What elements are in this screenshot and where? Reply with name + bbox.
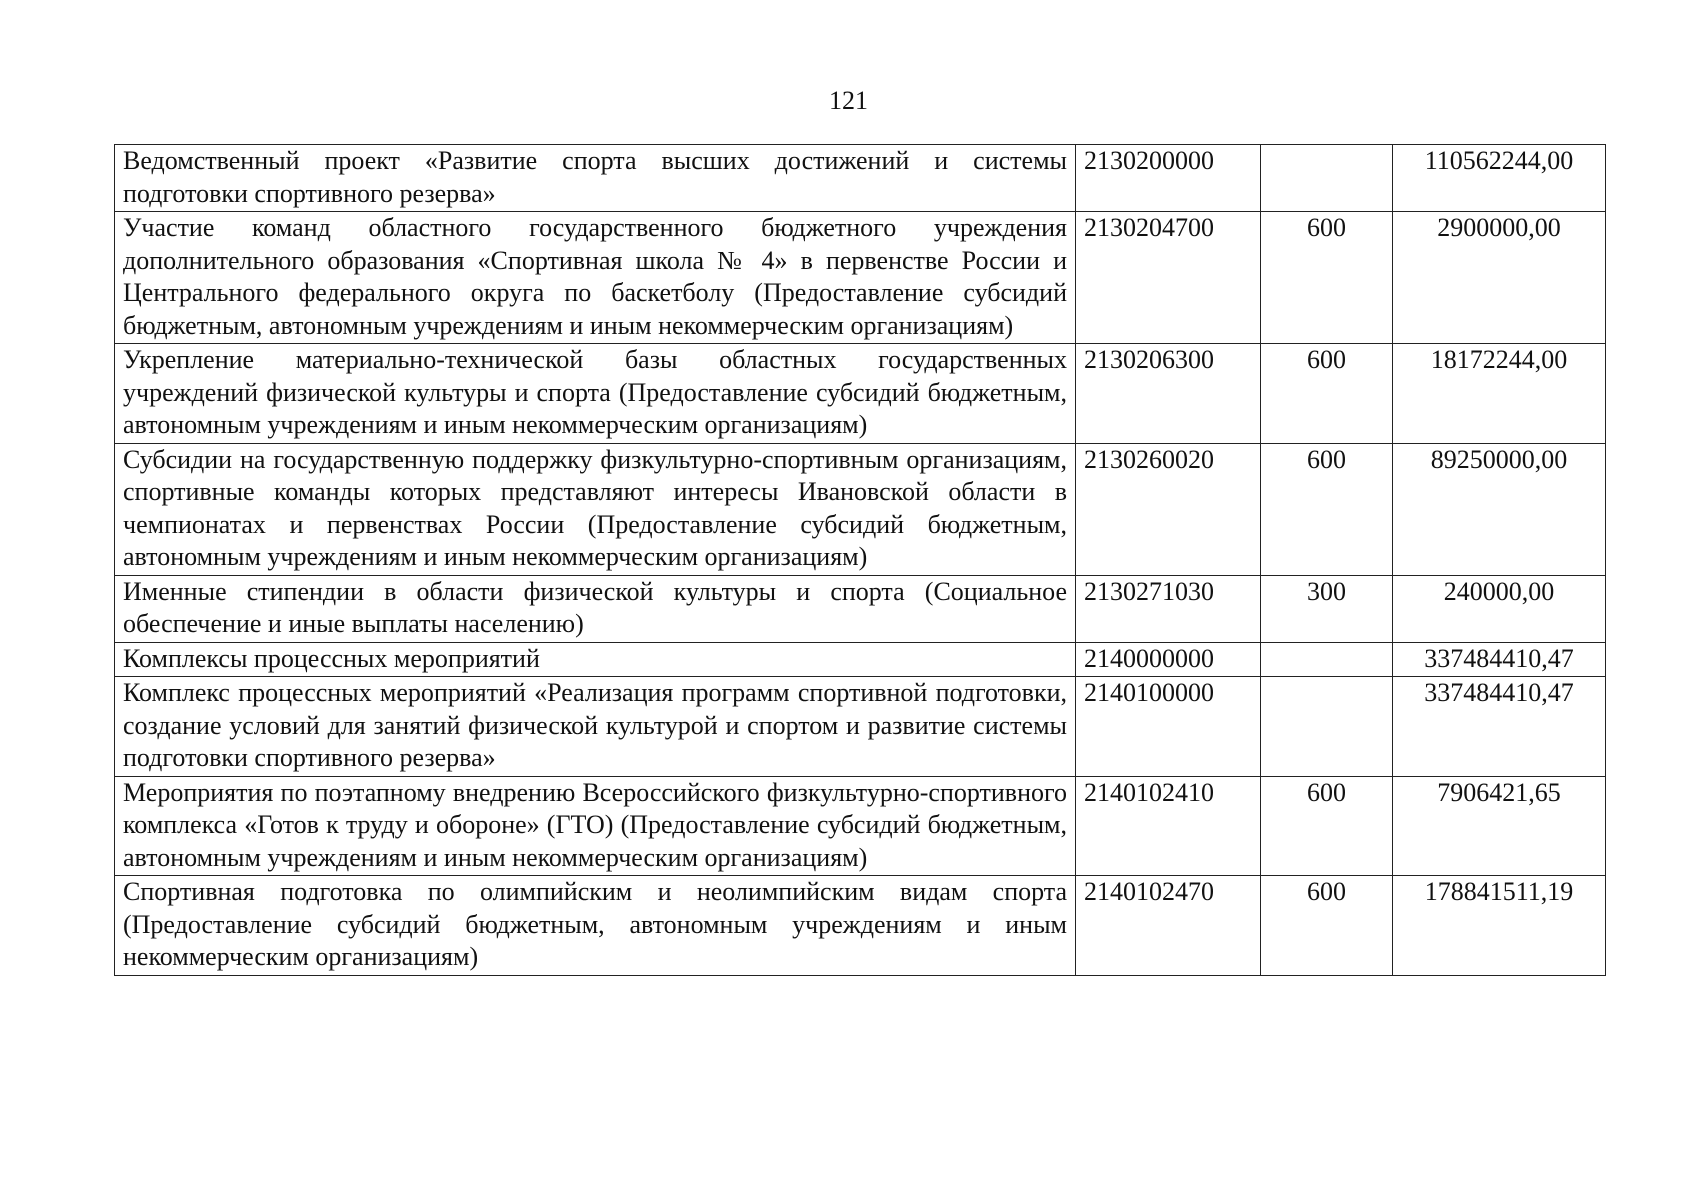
table-row bbox=[115, 575, 1606, 642]
row-description: Комплекс процессных мероприятий «Реализация программ спортивной подготовки, создание условий для занятий физической культурой и спортом и развитие системы подготовки спортивного резерва» bbox=[115, 677, 1076, 777]
table-row bbox=[115, 443, 1606, 575]
row-code: 2140000000 bbox=[1076, 642, 1261, 677]
row-amount: 89250000,00 bbox=[1393, 443, 1606, 575]
row-expense-type: 600 bbox=[1261, 443, 1393, 575]
row-code: 2130200000 bbox=[1076, 145, 1261, 212]
table-row bbox=[115, 677, 1606, 777]
row-code: 2140102470 bbox=[1076, 876, 1261, 976]
row-code: 2140102410 bbox=[1076, 776, 1261, 876]
row-description: Комплексы процессных мероприятий bbox=[115, 642, 1076, 677]
row-amount: 337484410,47 bbox=[1393, 677, 1606, 777]
row-code: 2130204700 bbox=[1076, 212, 1261, 344]
row-expense-type bbox=[1261, 677, 1393, 777]
row-expense-type: 300 bbox=[1261, 575, 1393, 642]
row-description: Укрепление материально-технической базы областных государственных учреждений физической культуры и спорта (Предоставление субсидий бюджетным, автономным учреждениям и иным некоммерческим организациям) bbox=[115, 344, 1076, 444]
row-expense-type: 600 bbox=[1261, 876, 1393, 976]
row-amount: 178841511,19 bbox=[1393, 876, 1606, 976]
row-code: 2140100000 bbox=[1076, 677, 1261, 777]
row-expense-type: 600 bbox=[1261, 212, 1393, 344]
row-expense-type: 600 bbox=[1261, 776, 1393, 876]
row-amount: 110562244,00 bbox=[1393, 145, 1606, 212]
row-code: 2130260020 bbox=[1076, 443, 1261, 575]
table-row bbox=[115, 876, 1606, 976]
page-number: 121 bbox=[829, 86, 868, 115]
row-expense-type: 600 bbox=[1261, 344, 1393, 444]
table-row bbox=[115, 212, 1606, 344]
row-amount: 18172244,00 bbox=[1393, 344, 1606, 444]
table-row bbox=[115, 642, 1606, 677]
row-description: Именные стипендии в области физической культуры и спорта (Социальное обеспечение и иные выплаты населению) bbox=[115, 575, 1076, 642]
budget-table bbox=[114, 144, 1606, 976]
row-amount: 337484410,47 bbox=[1393, 642, 1606, 677]
row-amount: 2900000,00 bbox=[1393, 212, 1606, 344]
row-amount: 7906421,65 bbox=[1393, 776, 1606, 876]
row-description: Субсидии на государственную поддержку физкультурно-спортивным организациям, спортивные команды которых представляют интересы Ивановской области в чемпионатах и первенствах России (Предоставление субсидий бюджетным, автономным учреждениям и иным некоммерческим организациям) bbox=[115, 443, 1076, 575]
row-amount: 240000,00 bbox=[1393, 575, 1606, 642]
table-row bbox=[115, 776, 1606, 876]
row-expense-type bbox=[1261, 642, 1393, 677]
row-code: 2130271030 bbox=[1076, 575, 1261, 642]
row-description: Ведомственный проект «Развитие спорта высших достижений и системы подготовки спортивного резерва» bbox=[115, 145, 1076, 212]
row-description: Спортивная подготовка по олимпийским и неолимпийским видам спорта (Предоставление субсидий бюджетным, автономным учреждениям и иным некоммерческим организациям) bbox=[115, 876, 1076, 976]
row-description: Мероприятия по поэтапному внедрению Всероссийского физкультурно-спортивного комплекса «Готов к труду и обороне» (ГТО) (Предоставление субсидий бюджетным, автономным учреждениям и иным некоммерческим организациям) bbox=[115, 776, 1076, 876]
row-expense-type bbox=[1261, 145, 1393, 212]
row-description: Участие команд областного государственного бюджетного учреждения дополнительного образования «Спортивная школа № 4» в первенстве России и Центрального федерального округа по баскетболу (Предоставление субсидий бюджетным, автономным учреждениям и иным некоммерческим организациям) bbox=[115, 212, 1076, 344]
row-code: 2130206300 bbox=[1076, 344, 1261, 444]
table-row bbox=[115, 344, 1606, 444]
table-row bbox=[115, 145, 1606, 212]
